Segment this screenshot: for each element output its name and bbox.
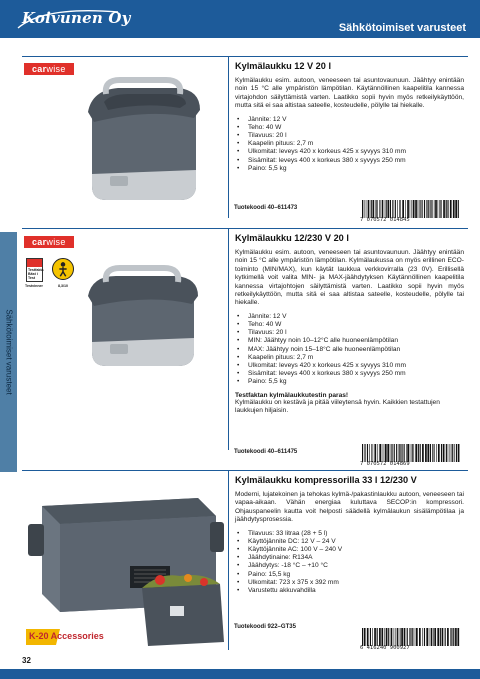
- side-tab-label: Sähkötoimiset varusteet: [4, 309, 13, 395]
- spec-item: • Tilavuus: 33 litraa (28 + 5 l): [237, 530, 468, 538]
- product-description: Kylmälaukku esim. autoon, veneeseen tai asuntovaunuun. Jäähtyy enintään noin 15 °C alle ympäristön lämpötilan. Käytännöllinen kaapelitila kannessa virtajohdon säilyttämistä varten. Laatikko sopii hyvin myös retkeilykäyttöön, mutta sitä ei saa altistaa sateelle, kosteudelle, pölylle tai hiekalle.: [235, 77, 464, 110]
- product-info-2: [228, 228, 468, 450]
- product-code: Tuotekoodi 40–611473: [234, 205, 298, 211]
- spec-list: [235, 116, 468, 173]
- barcode-number: 7 070572 014869: [360, 461, 410, 467]
- spec-item: • Jäähdytys: -18 °C – +10 °C: [237, 562, 468, 570]
- spec-item: • Kaapelin pituus: 2,7 m: [237, 354, 468, 362]
- page-number: 32: [22, 656, 31, 665]
- footer-bar: [0, 669, 480, 679]
- spec-item: • Ulkomitat: 723 x 375 x 392 mm: [237, 579, 468, 587]
- page-header: [0, 0, 480, 38]
- compressor-cooler-image: [20, 476, 230, 651]
- spec-item: • Tilavuus: 20 l: [237, 329, 468, 337]
- spec-item: • Jännite: 12 V: [237, 313, 468, 321]
- product-title: Kylmälaukku 12/230 V 20 l: [235, 233, 349, 243]
- product-title: Kylmälaukku kompressorilla 33 l 12/230 V: [235, 475, 417, 485]
- company-logo: Koivunen Oy: [22, 9, 131, 27]
- spec-item: • Teho: 40 W: [237, 124, 468, 132]
- spec-item: • Varustettu akkuvahdilla: [237, 587, 468, 595]
- spec-item: • Paino: 15,5 kg: [237, 571, 468, 579]
- spec-item: • Ulkomitat: leveys 420 x korkeus 425 x syvyys 310 mm: [237, 148, 468, 156]
- section-title: Sähkötoimiset varusteet: [338, 22, 466, 34]
- spec-item: • MIN: Jäähtyy noin 10–12°C alle huoneenlämpötilan: [237, 337, 468, 345]
- spec-item: • Paino: 5,5 kg: [237, 165, 468, 173]
- test-winner-label: Testvinner: [25, 284, 43, 288]
- rating-label: 8,3/10: [58, 284, 68, 288]
- barcode-number: 6 416240 900927: [360, 645, 410, 651]
- barcode-icon: [360, 628, 460, 646]
- product-title: Kylmälaukku 12 V 20 l: [235, 61, 332, 71]
- barcode-number: 7 070572 014845: [360, 217, 410, 223]
- spec-item: • Sisämitat: leveys 400 x korkeus 380 x syvyys 250 mm: [237, 370, 468, 378]
- product-description: Kylmälaukku esim. autoon, veneeseen tai asuntovaunuun. Jäähtyy enintään noin 15 °C alle ympäristön lämpötilan. Kylmälaukussa on myös erillinen ECO-toiminto (MIN/MAX), kun käytät laukkua verkkovirralla (23 0V). Erillisellä kytkimellä voit valita MIN- ja MAX-jäähdytyksen Käytännöllinen kaapelitila kannessa virtajohtojen säilyttämistä varten. Laatikko sopii hyvin myös retkeilykäyttöön, mutta sitä ei saa altistaa sateelle, kosteudelle, pölylle tai hiekalle.: [235, 249, 464, 307]
- spec-item: • Paino: 5,5 kg: [237, 378, 468, 386]
- spec-list: [235, 530, 468, 596]
- brand-logo: carwise: [24, 63, 74, 75]
- product-code: Tuotekoodi 40–611475: [234, 449, 298, 455]
- test-note-title: Testfaktan kylmälaukkutestin paras!: [235, 391, 349, 399]
- spec-item: • Kaapelin pituus: 2,7 m: [237, 140, 468, 148]
- barcode-icon: [360, 444, 460, 462]
- accessories-logo-icon: [24, 627, 104, 647]
- spec-item: • Jäähdytinaine: R134A: [237, 554, 468, 562]
- testfakta-badge-icon: Testfakta Bäst i Test: [26, 258, 43, 282]
- spec-item: • Jännite: 12 V: [237, 116, 468, 124]
- product-info-3: [228, 470, 468, 650]
- test-note-text: Kylmälaukku on kestävä ja pitää viileytensä hyvin. Kaikkien testattujen laukkujen hiljaisin.: [235, 398, 440, 415]
- brand-logo: carwise: [24, 236, 74, 248]
- spec-item: • Ulkomitat: leveys 420 x korkeus 425 x syvyys 310 mm: [237, 362, 468, 370]
- spec-item: • Tilavuus: 20 l: [237, 132, 468, 140]
- spec-item: • Teho: 40 W: [237, 321, 468, 329]
- logo-text: K-20 Accessories: [29, 631, 104, 641]
- product-description: Moderni, lujatekoinen ja tehokas kylmä-/pakastinlaukku autoon, veneeseen tai vapaa-aikaan. Vähän energiaa kuluttava SECOP:in kompressori. Ohjauspaneelin kautta voit helposti säädellä kylmälaukun sisälämpötilaa ja jäähdytysprosessia.: [235, 491, 464, 524]
- product-info-1: [228, 56, 468, 218]
- cooler-bag-image: [70, 262, 210, 374]
- spec-item: • Käyttöjännite AC: 100 V – 240 V: [237, 546, 468, 554]
- cooler-bag-image: [70, 72, 210, 212]
- side-section-tab: [0, 232, 17, 472]
- spec-item: • Käyttöjännite DC: 12 V – 24 V: [237, 538, 468, 546]
- spec-item: • Sisämitat: leveys 400 x korkeus 380 x syvyys 250 mm: [237, 157, 468, 165]
- product-code: Tuotekoodi 922–GT35: [234, 624, 296, 630]
- spec-item: • MAX: Jäähtyy noin 15–18°C alle huoneenlämpötilan: [237, 346, 468, 354]
- barcode-icon: [360, 200, 460, 218]
- spec-list: [235, 313, 468, 387]
